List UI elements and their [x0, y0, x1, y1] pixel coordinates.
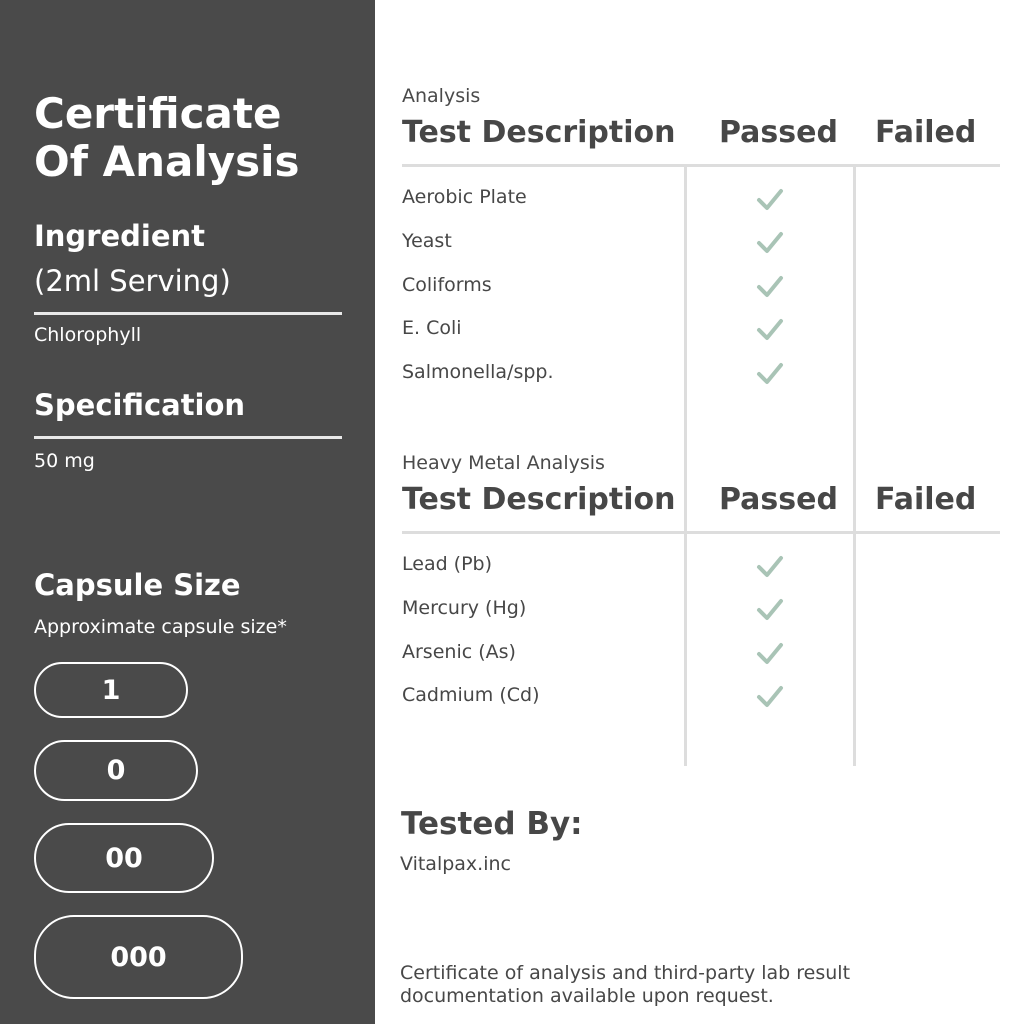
capsule-size-note: Approximate capsule size*: [34, 616, 287, 638]
table-row: Arsenic (As): [402, 641, 516, 663]
ingredient-divider: [34, 312, 342, 315]
left-panel: [0, 0, 375, 1024]
table-row: Yeast: [402, 230, 452, 252]
check-icon: [755, 552, 785, 582]
table-row: E. Coli: [402, 317, 462, 339]
column-divider-failed: [853, 166, 856, 766]
capsule-size-00: 00: [34, 823, 214, 893]
heavy-metal-header-failed: Failed: [875, 482, 977, 517]
footer-note: Certificate of analysis and third-party lab result documentation available upon request.: [400, 962, 851, 1007]
check-icon: [755, 359, 785, 389]
specification-heading: Specification: [34, 388, 246, 422]
check-icon: [755, 595, 785, 625]
table-row: Coliforms: [402, 274, 492, 296]
analysis-header-passed: Passed: [719, 115, 838, 150]
capsule-size-000: 000: [34, 915, 243, 999]
serving-size: (2ml Serving): [34, 264, 231, 298]
check-icon: [755, 682, 785, 712]
page-title: [34, 90, 300, 186]
heavy-metal-header-passed: Passed: [719, 482, 838, 517]
tested-by-heading: Tested By:: [401, 806, 583, 842]
tested-by-lab: Vitalpax.inc: [400, 853, 511, 875]
check-icon: [755, 315, 785, 345]
column-divider-passed: [684, 166, 687, 766]
table-row: Cadmium (Cd): [402, 684, 540, 706]
title-line-1: Certificate: [34, 89, 282, 138]
title-line-2: Of Analysis: [34, 137, 300, 186]
ingredient-value: Chlorophyll: [34, 324, 142, 346]
heavy-metal-header-rule: [402, 531, 1000, 534]
specification-value: 50 mg: [34, 450, 95, 472]
heavy-metal-header-test: Test Description: [402, 482, 676, 517]
check-icon: [755, 185, 785, 215]
specification-divider: [34, 436, 342, 439]
check-icon: [755, 228, 785, 258]
capsule-size-1: 1: [34, 662, 188, 718]
analysis-header-test: Test Description: [402, 115, 676, 150]
analysis-header-failed: Failed: [875, 115, 977, 150]
capsule-size-0: 0: [34, 740, 198, 801]
analysis-header-rule: [402, 164, 1000, 167]
analysis-label: Analysis: [402, 85, 481, 107]
heavy-metal-label: Heavy Metal Analysis: [402, 452, 605, 474]
table-row: Salmonella/spp.: [402, 361, 554, 383]
ingredient-heading: Ingredient: [34, 219, 206, 253]
table-row: Aerobic Plate: [402, 186, 527, 208]
table-row: Mercury (Hg): [402, 597, 527, 619]
check-icon: [755, 272, 785, 302]
table-row: Lead (Pb): [402, 553, 493, 575]
check-icon: [755, 639, 785, 669]
capsule-size-heading: Capsule Size: [34, 568, 241, 602]
